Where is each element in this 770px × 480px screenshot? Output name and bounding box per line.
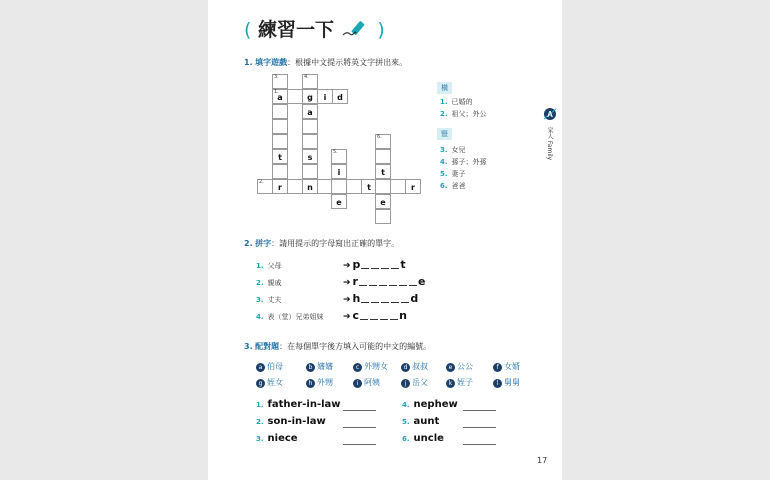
crossword-cell[interactable] [302,119,318,134]
section1-number: 1. [244,58,253,67]
clue-down-4: 4. 孫子；外孫 [440,158,487,166]
crossword-cell[interactable]: n [302,179,318,194]
crossword-cell[interactable] [390,179,406,194]
crossword-cell[interactable]: e [375,194,391,209]
crossword-cell[interactable]: t [272,149,288,164]
spelling-answer-4[interactable]: ➔ c n [343,309,407,322]
match-word-4: 4. nephew [402,399,458,410]
crossword-cell[interactable] [272,104,288,119]
section2-instruction: ：請用提示的字母寫出正確的單字。 [271,239,400,248]
section3-instruction: ：在每個單字後方填入可能的中文的編號。 [279,342,432,351]
option-l: l 舅舅 [493,377,520,388]
match-answer-line-6[interactable] [463,444,496,445]
crossword-cell[interactable]: 2. [257,179,273,194]
pencil-icon [341,17,371,39]
option-e: e 公公 [446,361,473,372]
spelling-answer-3[interactable]: ➔ h d [343,292,419,305]
option-d: d 叔叔 [401,361,428,372]
crossword-cell[interactable]: e [331,194,347,209]
option-c: c 外甥女 [353,361,388,372]
spelling-answer-2[interactable]: ➔ r e [343,275,426,288]
match-answer-line-4[interactable] [463,410,496,411]
match-word-2: 2. son-in-law [256,416,326,427]
section1-label: 填字遊戲 [255,58,288,67]
section3-heading [244,341,431,352]
crossword-cell[interactable]: 1. a [272,89,288,104]
match-answer-line-3[interactable] [343,444,376,445]
clue-down-3: 3. 女兒 [440,146,466,154]
title-paren-close: ) [377,19,385,41]
crossword-cell[interactable] [272,134,288,149]
clue-across-1: 1. 已婚的 [440,98,473,106]
match-answer-line-5[interactable] [463,427,496,428]
crossword-cell[interactable]: 4. [302,74,318,89]
match-word-5: 5. aunt [402,416,440,427]
spelling-clue-4: 4. 表（堂）兄弟姐妹 [256,313,324,321]
option-i: i 阿姨 [353,377,380,388]
crossword-cell[interactable] [375,209,391,224]
section3-label: 配對題 [255,342,280,351]
spelling-clue-1: 1. 父母 [256,262,282,270]
crossword-cell[interactable] [302,164,318,179]
spelling-answer-1[interactable]: ➔ p t [343,258,406,271]
option-g: g 姪女 [256,377,283,388]
chapter-badge-icon [543,107,557,121]
match-answer-line-1[interactable] [343,410,376,411]
crossword-cell[interactable]: g [302,89,318,104]
across-clues-heading: 橫 [437,82,452,94]
crossword-cell[interactable]: s [302,149,318,164]
crossword-cell[interactable]: i [317,89,333,104]
clue-down-5: 5. 妻子 [440,170,466,178]
crossword-cell[interactable]: a [302,104,318,119]
title-paren-open: ( [244,19,252,41]
match-answer-line-2[interactable] [343,427,376,428]
option-b: b 嬸嬸 [306,361,333,372]
crossword-cell[interactable] [375,179,391,194]
page-title [244,15,385,42]
crossword-cell[interactable]: r [272,179,288,194]
crossword-cell[interactable] [375,149,391,164]
section1-heading [244,57,407,68]
crossword-cell[interactable]: r [405,179,421,194]
section2-number: 2. [244,239,253,248]
crossword-cell[interactable] [287,89,303,104]
down-clues-heading: 豎 [437,128,452,140]
svg-text:A: A [547,110,553,119]
crossword-cell[interactable] [287,179,303,194]
option-k: k 姪子 [446,377,473,388]
spelling-clue-3: 3. 丈夫 [256,296,282,304]
crossword-cell[interactable] [302,134,318,149]
option-f: f 女婿 [493,361,520,372]
chapter-side-tab [543,106,555,160]
crossword-cell[interactable] [272,119,288,134]
section3-number: 3. [244,342,253,351]
title-text: 練習一下 [258,19,335,41]
option-a: a 伯母 [256,361,283,372]
section2-heading [244,238,399,249]
section1-instruction: ：根據中文提示將英文字拼出來。 [287,58,408,67]
crossword-cell[interactable] [331,179,347,194]
crossword-cell[interactable]: 3. [272,74,288,89]
spelling-clue-2: 2. 親戚 [256,279,282,287]
match-word-1: 1. father-in-law [256,399,341,410]
match-word-6: 6. uncle [402,433,444,444]
match-word-3: 3. niece [256,433,298,444]
option-h: h 外甥 [306,377,333,388]
section2-label: 拼字 [255,239,272,248]
crossword-cell[interactable]: i [331,164,347,179]
page-number: 17 [537,456,548,465]
clue-down-6: 6. 爸爸 [440,182,466,190]
option-j: j 岳父 [401,377,428,388]
crossword-cell[interactable]: t [361,179,377,194]
crossword-cell[interactable] [346,179,362,194]
crossword-cell[interactable]: 6. [375,134,391,149]
chapter-side-label: 家人 Family [546,127,553,161]
crossword-cell[interactable]: 5. [331,149,347,164]
clue-across-2: 2. 祖父；外公 [440,110,487,118]
crossword-cell[interactable]: d [332,89,348,104]
crossword-cell[interactable]: t [375,164,391,179]
crossword-cell[interactable] [272,164,288,179]
